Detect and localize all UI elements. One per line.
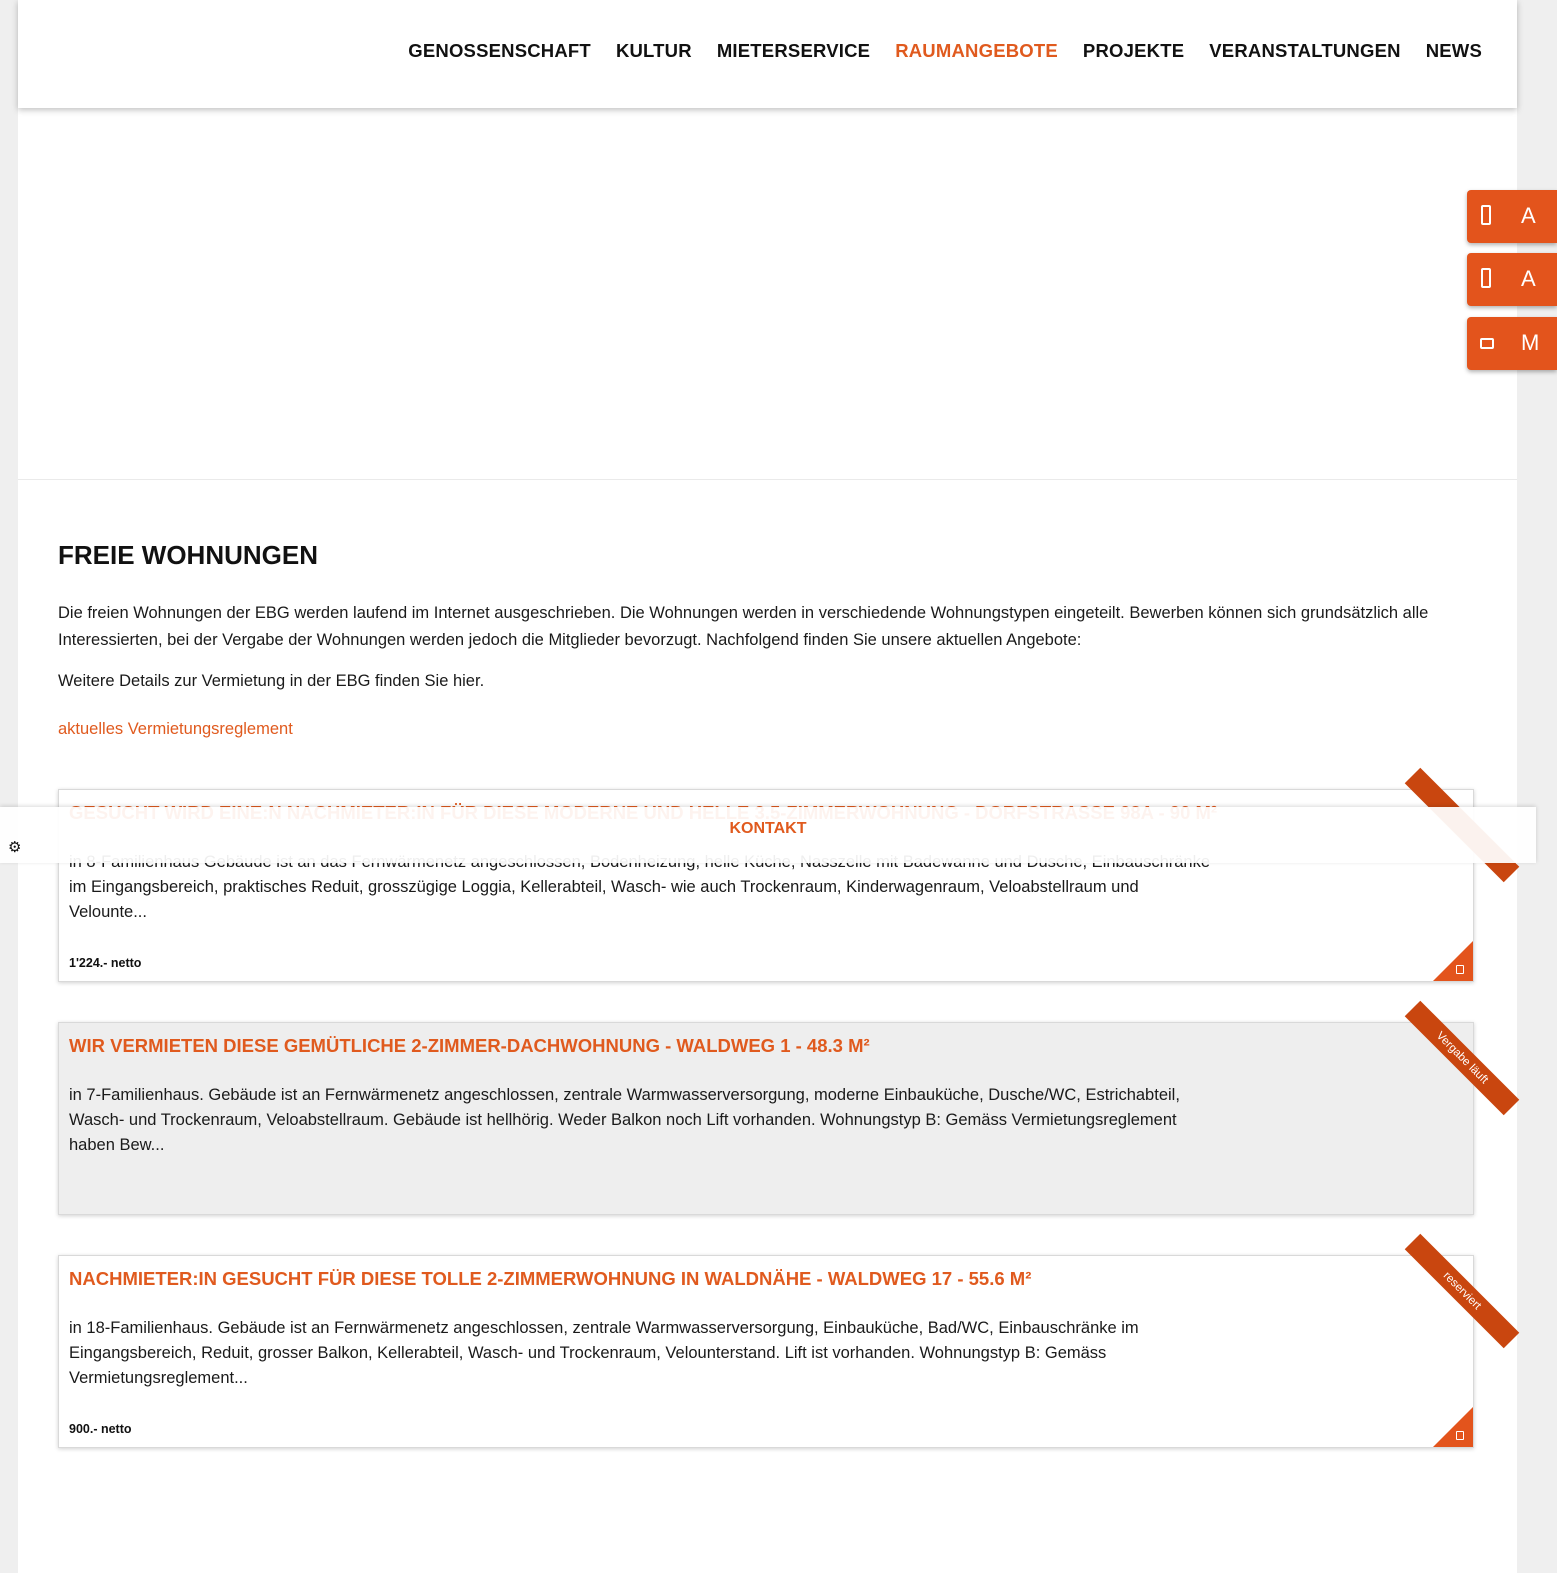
listing-price: 900.- netto [69, 1422, 132, 1436]
listing-title[interactable]: WIR VERMIETEN DIESE GEMÜTLICHE 2-ZIMMER-DACHWOHNUNG - WALDWEG 1 - 48.3 M² [69, 1035, 870, 1056]
kontakt-bar [0, 807, 1536, 863]
nav-item-raumangebote[interactable]: RAUMANGEBOTE [895, 40, 1058, 61]
site-header [18, 0, 1517, 108]
gear-icon[interactable]: ⚙ [8, 839, 22, 856]
side-tab-mobile[interactable] [1467, 253, 1557, 306]
document-icon [1456, 1431, 1464, 1440]
status-ribbon-label: reserviert [1405, 1234, 1520, 1349]
nav-item-veranstaltungen[interactable]: VERANSTALTUNGEN [1209, 40, 1401, 61]
nav-item-genossenschaft[interactable]: GENOSSENSCHAFT [408, 40, 591, 61]
nav-item-news[interactable]: NEWS [1425, 40, 1482, 61]
nav-item-kultur[interactable]: KULTUR [615, 40, 692, 61]
mail-icon [1480, 338, 1494, 349]
listing-description: im Eingangsbereich, praktisches Reduit, grosszügige Loggia, Kellerabteil, Wasch- wie auch Trockenraum, Kinderwagenraum, Veloabstellraum und Velounte... [69, 878, 1139, 921]
details-corner-button[interactable] [1433, 941, 1473, 981]
side-tab-mail[interactable] [1467, 317, 1557, 370]
listing-card[interactable] [58, 1255, 1484, 1448]
vermietungsreglement-link[interactable]: aktuelles Vermietungsreglement [58, 720, 293, 738]
side-tab-label: M [1521, 330, 1540, 355]
kontakt-button[interactable]: KONTAKT [729, 820, 807, 837]
status-ribbon [1394, 1022, 1491, 1102]
intro-text: Die freien Wohnungen der EBG werden laufend im Internet ausgeschrieben. Die Wohnungen werden in verschiedende Wohnungstypen eingeteilt. Bewerben können sich grundsätzlich alle Interessierten, bei der Vergabe der Wohnungen werden jedoch die Mitglieder bevorzugt. Nachfolgend finden Sie unsere aktuellen Angebote: [58, 604, 1429, 649]
side-tab-label: A [1521, 266, 1536, 291]
details-text: Weitere Details zur Vermietung in der EBG finden Sie hier. [58, 672, 485, 690]
mobile-icon [1481, 268, 1491, 288]
nav-item-projekte[interactable]: PROJEKTE [1082, 40, 1185, 61]
nav-item-mieterservice[interactable]: MIETERSERVICE [716, 40, 871, 61]
listing-card[interactable] [58, 1022, 1491, 1215]
page-title: FREIE WOHNUNGEN [58, 540, 318, 570]
details-corner-button[interactable] [1433, 1407, 1473, 1447]
listing-price: 1'224.- netto [69, 956, 142, 970]
status-ribbon [1394, 1255, 1484, 1335]
listing-description: in 18-Familienhaus. Gebäude ist an Fernwärmenetz angeschlossen, zentrale Warmwasserversorgung, Einbauküche, Bad/WC, Einbauschränke im Eingangsbereich, Reduit, grosser Balkon, Kellerabteil, Wasch- und Trockenraum, Velounterstand. Lift ist vorhanden. Wohnungstyp B: Gemäss Vermietungsreglement... [69, 1319, 1139, 1387]
status-ribbon-label: Vergabe läuft [1405, 1001, 1520, 1116]
listing-description: in 7-Familienhaus. Gebäude ist an Fernwärmenetz angeschlossen, zentrale Warmwasserversorgung, moderne Einbauküche, Dusche/WC, Estrichabteil, Wasch- und Trockenraum, Veloabstellraum. Gebäude ist hellhörig. Weder Balkon noch Lift vorhanden. Wohnungstyp B: Gemäss Vermietungsreglement haben Bew... [69, 1086, 1180, 1154]
side-tab-phone[interactable] [1467, 190, 1557, 243]
listing-title[interactable]: NACHMIETER:IN GESUCHT FÜR DIESE TOLLE 2-ZIMMERWOHNUNG IN WALDNÄHE - WALDWEG 17 - 55.6 M² [69, 1268, 1032, 1289]
hero-area [18, 108, 1517, 480]
side-tab-label: A [1521, 203, 1536, 228]
phone-icon [1481, 205, 1491, 225]
main-nav [408, 40, 1482, 62]
document-icon [1456, 965, 1464, 974]
